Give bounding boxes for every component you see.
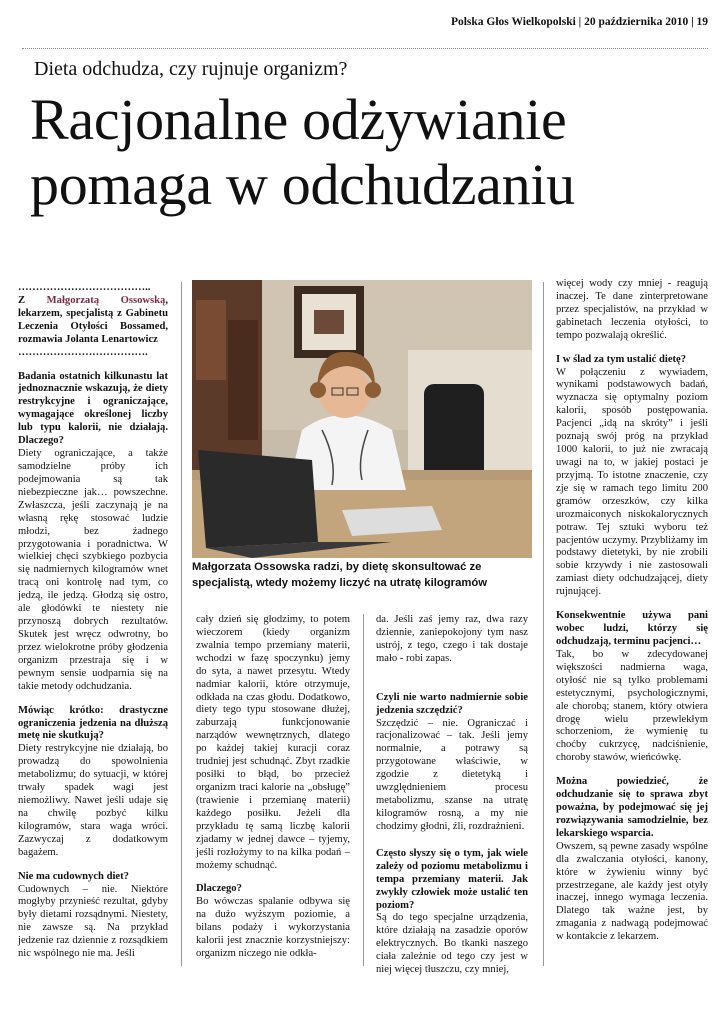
answer: Owszem, są pewne zasady wspólne dla zwalczania otyłości, kanony, które w żywieniu winny być przestrzegane, ale każdy jest otyły inaczej, innego wymaga leczenia. Dlatego tak ważne jest, by zmagania z nadwagą podejmować w kontakcie z lekarzem. (556, 840, 708, 943)
answer: Są do tego specjalne urządzenia, które działają na zasadzie oporów elektrycznych. Bo tkanki naszego ciała zależnie od tego czy jest w niej więcej tłuszczu, czy mniej, (376, 912, 528, 976)
column-2 (196, 614, 350, 961)
paragraph: cały dzień się głodzimy, to potem wieczorem (kiedy organizm zwalnia tempo przemiany materii, wchodzi w fazę spoczynku) jemy do syta, a nawet przesytu. Wtedy nadmiar kalorii, które otrzymuje, odkłada na czas głodu. Dodatkowo, diety tego typu stosowane dłużej, zaburzają funkcjonowanie narządów wewnętrznych, dlatego po każdej takiej kuracji coraz trudniej jest schudnąć. Zbyt rzadkie posiłki to błąd, bo przecież organizm traci kalorie na „obsługę” (trawienie i przemianę materii) każdego posiłku. Jeżeli dla przykładu tę samą liczbę kalorii zjadamy w jednej dawce – tyjemy, jeśli rozłożymy to na kilka podań – możemy schudnąć. (196, 614, 350, 871)
question: Można powiedzieć, że odchudzanie się to sprawa zbyt poważna, by podejmować się jej rozwiązywania samodzielnie, bez lekarskiego wsparcia. (556, 776, 708, 839)
answer: W połączeniu z wywiadem, wynikami podstawowych badań, wyznacza się optymalny poziom kalorii, sposób postępowania. Pacjenci „idą na skróty” i jeśli poznają swój próg na przykład 1000 kalorii, to już nie zwracają uwagi na to, w jakiej postaci je przyjmą. To istotne znaczenie, czy zje się w ramach tego limitu 200 gramów orzeszków, czy kilka urozmaiconych niskokalorycznych potraw. Tej sztuki wyboru też pacjentów uczymy. Przybliżamy im podstawy dietetyki, by nie zrobili sobie krzywdy i nie zastosowali zamiast diety odchudzającej, diety rujnującej. (556, 366, 708, 598)
column-4 (556, 278, 708, 944)
answer: Diety ograniczające, a także samodzielne próby ich podejmowania są tak niebezpieczne jak… powszechne. Zwłaszcza, jeśli zaczynają je na własną rękę stosować ludzie młodzi, bez żadnego przygotowania i poradnictwa. W wielkiej chęci szybkiego pozbycia się nadmiernych kilogramów wnet tracą oni kontrolę nad tym, co jedzą, ile jedzą. Głodzą się ostro, ale głodówki te niestety nie przynoszą dobrych rezultatów. Skutek jest wręcz odwrotny, bo przez wielokrotne próby głodzenia organizm przestraja się i w pewnym sensie uodparnia się na takie metody odchudzania. (18, 448, 168, 692)
paragraph: więcej wody czy mniej - reagują inaczej. Te dane zinterpretowane przez specjalistów, na przykład w gabinetach leczenia otyłości, to tempo pozwalają określić. (556, 278, 708, 341)
column-divider (181, 282, 182, 966)
answer: Szczędzić – nie. Ograniczać i racjonalizować – tak. Jeśli jemy normalnie, a potrawy są przygotowane właściwie, w zgodzie z dietetyką i uwzględnieniem procesu metabolizmu, szanse na utratę kilogramów rosną, a my nie chodzimy głodni, źli, rozdrażnieni. (376, 717, 528, 832)
headline-line-2: pomaga w odchudzaniu (30, 151, 575, 217)
article-photo (192, 280, 532, 558)
answer: Bo wówczas spalanie odbywa się na dużo wyższym poziomie, a bilans podaży i wykorzystania kalorii jest znacznie korzystniejszy: organizm niczego nie odkła- (196, 896, 350, 960)
answer: Cudownych – nie. Niektóre mogłyby przynieść rezultat, gdyby były dietami rozsądnymi. Niestety, nie zawsze są. Na przykład jedzenie raz dziennie z rozsądkiem nic wspólnego nie ma. Jeśli (18, 883, 168, 960)
header-rule (22, 48, 708, 49)
question: Konsekwentnie używa pani wobec ludzi, którzy się odchudzają, terminu pacjenci… (556, 610, 708, 647)
author-name: Małgorzatą Ossowską (46, 294, 166, 306)
byline-rest: , lekarzem, specjalistą z Gabinetu Leczenia Otyłości Bossamed, rozmawia Jolanta Lenartowicz (18, 294, 168, 345)
article-headline (30, 88, 710, 218)
intro-dots-top: ……………………………….. (18, 282, 151, 293)
question: I w ślad za tym ustalić dietę? (556, 353, 687, 365)
column-divider (363, 614, 364, 966)
article-kicker: Dieta odchudza, czy rujnuje organizm? (34, 58, 348, 80)
intro-dots-bottom: ………………………………. (18, 346, 148, 358)
question: Nie ma cudownych diet? (18, 870, 129, 882)
question: Badania ostatnich kilkunastu lat jednoznacznie wskazują, że diety restrykcyjne i ograniczające, wymagające określonej liczby lub typu kalorii, nie działają. Dlaczego? (18, 370, 168, 447)
question: Mówiąc krótko: drastyczne ograniczenia jedzenia na dłuższą metę nie skutkują? (18, 704, 168, 742)
question: Czyli nie warto nadmiernie sobie jedzenia szczędzić? (376, 691, 528, 716)
column-1 (18, 282, 168, 961)
paragraph: da. Jeśli zaś jemy raz, dwa razy dziennie, zaniepokojony tym nasz ustrój, z tego, czego i tak dostaje mało - robi zapas. (376, 614, 528, 664)
photo-caption: Małgorzata Ossowska radzi, by dietę skonsultować ze specjalistą, wtedy możemy liczyć na utratę kilogramów (192, 561, 488, 589)
question: Często słyszy się o tym, jak wiele zależy od poziomu metabolizmu i tempa przemiany materii. Jak zwykły człowiek może ustalić ten poziom? (376, 847, 528, 911)
intro-byline (18, 295, 168, 347)
question: Dlaczego? (196, 883, 242, 895)
answer: Tak, bo w zdecydowanej większości nadmierna waga, otyłość nie są tylko problemami estetycznymi, psychologicznymi, ale chorobą; stanem, który otwiera drogę wielu przewlekłym schorzeniom, że wymienię tu choćby cukrzycę, nadciśnienie, choroby stawów, wieńcówkę. (556, 648, 708, 764)
byline-prefix: Z (18, 294, 26, 306)
column-divider (543, 282, 544, 966)
doctor-at-desk-illustration (192, 280, 532, 558)
column-3 (376, 614, 528, 977)
headline-line-1: Racjonalne odżywianie (30, 87, 567, 152)
page-header: Polska Głos Wielkopolski | 20 października 2010 | 19 (450, 16, 708, 28)
answer: Diety restrykcyjne nie działają, bo prowadzą do spowolnienia metabolizmu; do sytuacji, w której trwały spadek wagi jest niemożliwy. Nawet jeśli udaje się na chwilę pozbyć kilku kilogramów, stara waga wróci. Zazwyczaj z dodatkowym bagażem. (18, 743, 168, 858)
